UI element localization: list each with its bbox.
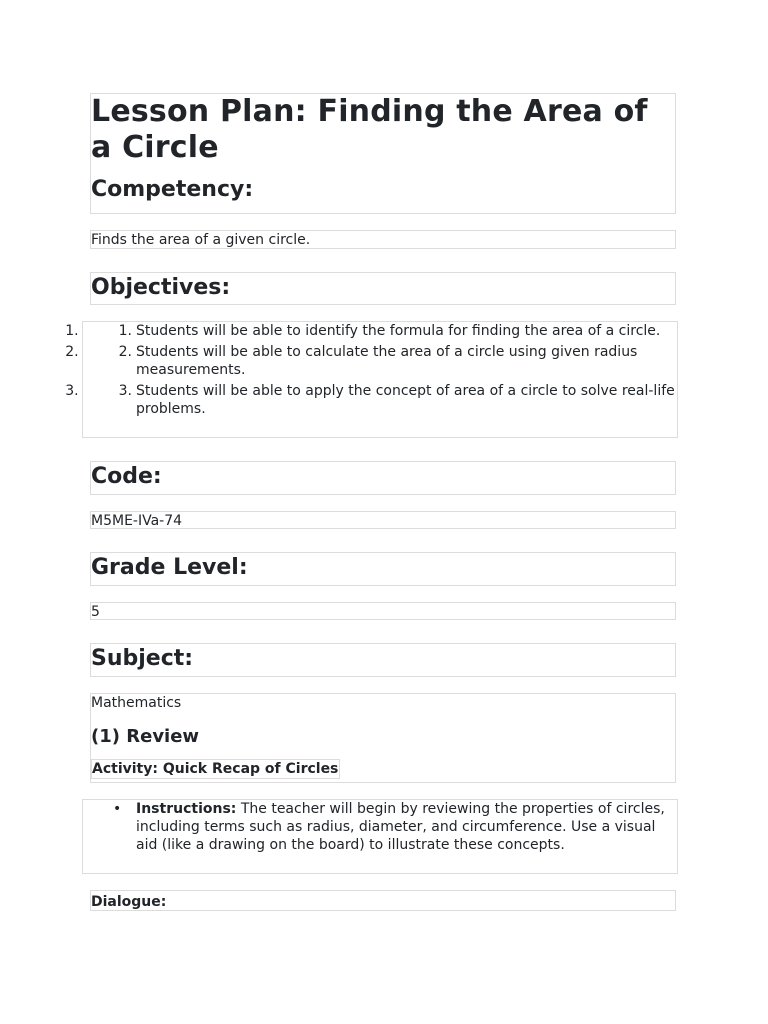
code-value: M5ME-IVa-74: [90, 511, 676, 529]
objective-text: Students will be able to apply the concept of area of a circle to solve real-life problems.: [136, 383, 675, 417]
subject-heading: Subject:: [91, 646, 194, 671]
page-title: Lesson Plan: Finding the Area of a Circle: [91, 94, 648, 165]
instructions-list: [82, 799, 678, 874]
competency-text: Finds the area of a given circle.: [90, 230, 676, 249]
code-heading: Code:: [91, 464, 162, 489]
subject-heading-block: [90, 643, 676, 677]
dialogue-label: Dialogue:: [91, 894, 167, 910]
grade-heading-block: [90, 552, 676, 586]
objective-item: [83, 382, 677, 418]
competency-heading: Competency:: [91, 177, 254, 202]
title-block: [90, 93, 676, 214]
objective-number: 3. 3.: [118, 383, 132, 399]
objective-item: [83, 343, 677, 379]
list-item: [83, 800, 677, 854]
instructions-label: Instructions:: [136, 801, 237, 817]
objective-text: Students will be able to identify the formula for finding the area of a circle.: [136, 323, 661, 339]
grade-value: 5: [90, 602, 676, 620]
activity-title: Activity: Quick Recap of Circles: [92, 761, 339, 777]
review-heading: (1) Review: [91, 726, 200, 747]
objective-item: [83, 322, 677, 340]
bullet-icon: •: [113, 801, 122, 817]
objectives-list: [82, 321, 678, 438]
objective-number: 1. 1.: [118, 323, 132, 339]
grade-heading: Grade Level:: [91, 555, 248, 580]
objective-number: 2. 2.: [118, 344, 132, 360]
objectives-heading: Objectives:: [91, 275, 231, 300]
instructions-text: The teacher will begin by reviewing the properties of circles, including terms such as radius, diameter, and circumference. Use a visual aid (like a drawing on the board) to illustrate these concepts.: [136, 801, 665, 853]
dialogue-block: [90, 890, 676, 911]
code-heading-block: [90, 461, 676, 495]
subject-review-block: [90, 693, 676, 783]
objective-text: Students will be able to calculate the area of a circle using given radius measurements.: [136, 344, 638, 378]
objectives-heading-block: [90, 272, 676, 305]
subject-value: Mathematics: [91, 695, 182, 711]
